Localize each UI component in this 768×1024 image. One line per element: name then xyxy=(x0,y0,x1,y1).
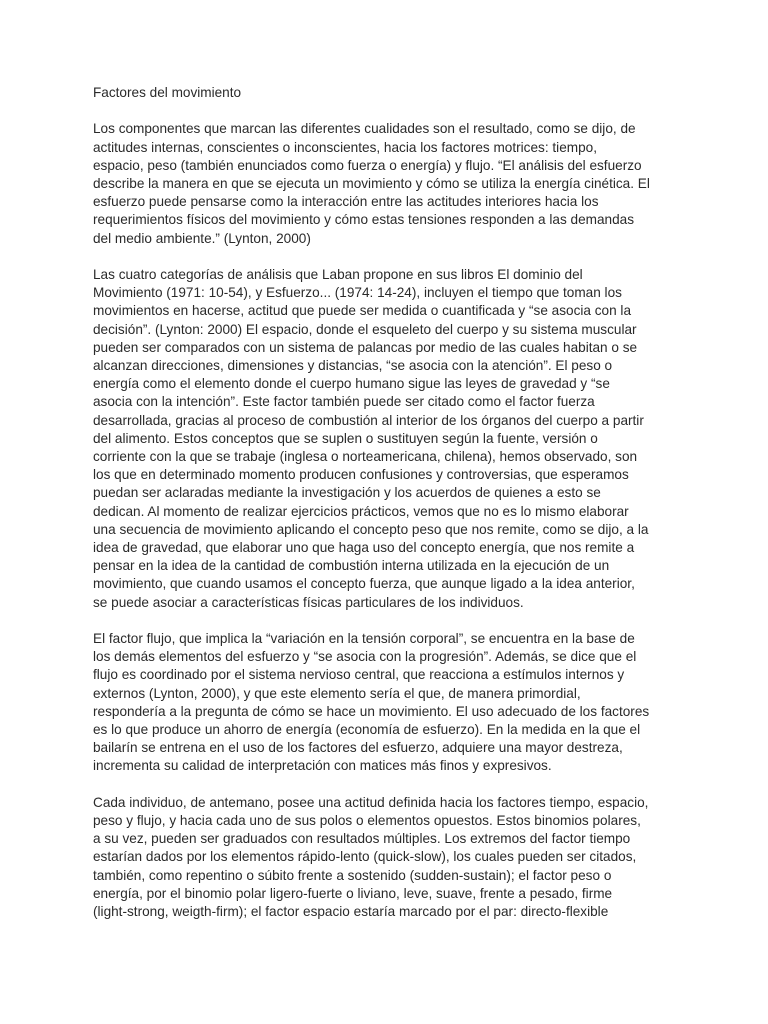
text-line: peso y flujo, y hacia cada uno de sus polos o elementos opuestos. Estos binomios polares, xyxy=(93,813,641,829)
text-line: espacio, peso (también enunciados como fuerza o energía) y flujo. “El análisis del esfuerzo xyxy=(93,157,642,173)
text-line: pensar en la idea de la cantidad de combustión interna utilizada en la ejecución de un xyxy=(93,558,610,574)
paragraph-2 xyxy=(93,266,693,612)
text-line: estarían dados por los elementos rápido-lento (quick-slow), los cuales pueden ser citados, xyxy=(93,849,637,865)
text-line: Cada individuo, de antemano, posee una actitud definida hacia los factores tiempo, espacio, xyxy=(93,794,649,810)
text-line: del medio ambiente.” (Lynton, 2000) xyxy=(93,230,311,246)
text-line: describe la manera en que se ejecuta un movimiento y cómo se utiliza la energía cinética. El xyxy=(93,176,650,191)
text-line: Las cuatro categorías de análisis que Laban propone en sus libros El dominio del xyxy=(93,267,583,282)
text-line: respondería a la pregunta de cómo se hace un movimiento. El uso adecuado de los factores xyxy=(93,703,650,719)
text-line: movimiento, que cuando usamos el concepto fuerza, que aunque ligado a la idea anterior, xyxy=(93,576,635,592)
text-line: corriente con la que se trabaje (inglesa o norteamericana, chilena), hemos observado, son xyxy=(93,449,638,465)
text-line: esfuerzo puede pensarse como la interacción entre las actitudes interiores hacia los xyxy=(93,194,599,210)
text-line: una secuencia de movimiento aplicando el concepto peso que nos remite, como se dijo, a la xyxy=(93,521,649,537)
text-line: flujo es coordinado por el sistema nervioso central, que reacciona a estímulos internos y xyxy=(93,667,625,683)
paragraph-4 xyxy=(93,794,693,921)
text-line: energía, por el binomio polar ligero-fuerte o liviano, leve, suave, frente a pesado, firme xyxy=(93,885,613,901)
text-line: es lo que produce un ahorro de energía (economía de esfuerzo). En la medida en la que el xyxy=(93,722,641,738)
text-line: movimientos en hacerse, actitud que puede ser medida o cuantificada y “se asocia con la xyxy=(93,303,632,319)
document-body xyxy=(93,84,693,939)
paragraph-3 xyxy=(93,630,693,776)
text-line: decisión”. (Lynton: 2000) El espacio, donde el esqueleto del cuerpo y su sistema muscular xyxy=(93,321,637,337)
document-title: Factores del movimiento xyxy=(93,85,242,100)
text-line: Los componentes que marcan las diferentes cualidades son el resultado, como se dijo, de xyxy=(93,121,636,137)
text-line: dedican. Al momento de realizar ejercicios prácticos, vemos que no es lo mismo elaborar xyxy=(93,503,629,519)
paragraph-1 xyxy=(93,120,693,247)
text-line: también, como repentino o súbito frente a sostenido (sudden-sustain); el factor peso o xyxy=(93,867,612,883)
text-line: idea de gravedad, que elaborar uno que haga uso del concepto energía, que nos remite a xyxy=(93,540,635,556)
text-line: bailarín se entrena en el uso de los factores del esfuerzo, adquiere una mayor destreza, xyxy=(93,740,623,756)
text-line: se puede asociar a características físicas particulares de los individuos. xyxy=(93,594,524,610)
text-line: incrementa su calidad de interpretación con matices más finos y expresivos. xyxy=(93,758,552,774)
text-line: externos (Lynton, 2000), y que este elemento sería el que, de manera primordial, xyxy=(93,685,581,701)
text-line: Movimiento (1971: 10-54), y Esfuerzo... (1974: 14-24), incluyen el tiempo que toman los xyxy=(93,285,622,301)
text-line: del alimento. Estos conceptos que se suplen o sustituyen según la fuente, versión o xyxy=(93,430,598,446)
text-line: a su vez, pueden ser graduados con resultados múltiples. Los extremos del factor tiempo xyxy=(93,831,631,847)
text-line: actitudes internas, conscientes o inconscientes, hacia los factores motrices: tiempo, xyxy=(93,139,597,155)
text-line: requerimientos físicos del movimiento y cómo estas tensiones responden a las demandas xyxy=(93,212,635,228)
text-line: pueden ser comparados con un sistema de palancas por medio de las cuales habitan o se xyxy=(93,339,638,355)
text-line: (light-strong, weigth-firm); el factor espacio estaría marcado por el par: directo-flexible xyxy=(93,904,609,920)
text-line: los demás elementos del esfuerzo y “se asocia con la progresión”. Además, se dice que el xyxy=(93,649,637,665)
text-line: puedan ser aclaradas mediante la investigación y los acuerdos de quienes a esto se xyxy=(93,485,601,501)
text-line: los que en determinado momento producen confusiones y controversias, que esperamos xyxy=(93,467,629,483)
text-line: energía como el elemento donde el cuerpo humano sigue las leyes de gravedad y “se xyxy=(93,376,610,392)
text-line: alcanzan direcciones, dimensiones y distancias, “se asocia con la atención”. El peso o xyxy=(93,358,613,374)
paragraphs-container xyxy=(93,120,693,921)
text-line: desarrollada, gracias al proceso de combustión al interior de los órganos del cuerpo a partir xyxy=(93,412,644,428)
text-line: asocia con la intención”. Este factor también puede ser citado como el factor fuerza xyxy=(93,394,595,410)
text-line: El factor flujo, que implica la “variación en la tensión corporal”, se encuentra en la base de xyxy=(93,631,635,647)
